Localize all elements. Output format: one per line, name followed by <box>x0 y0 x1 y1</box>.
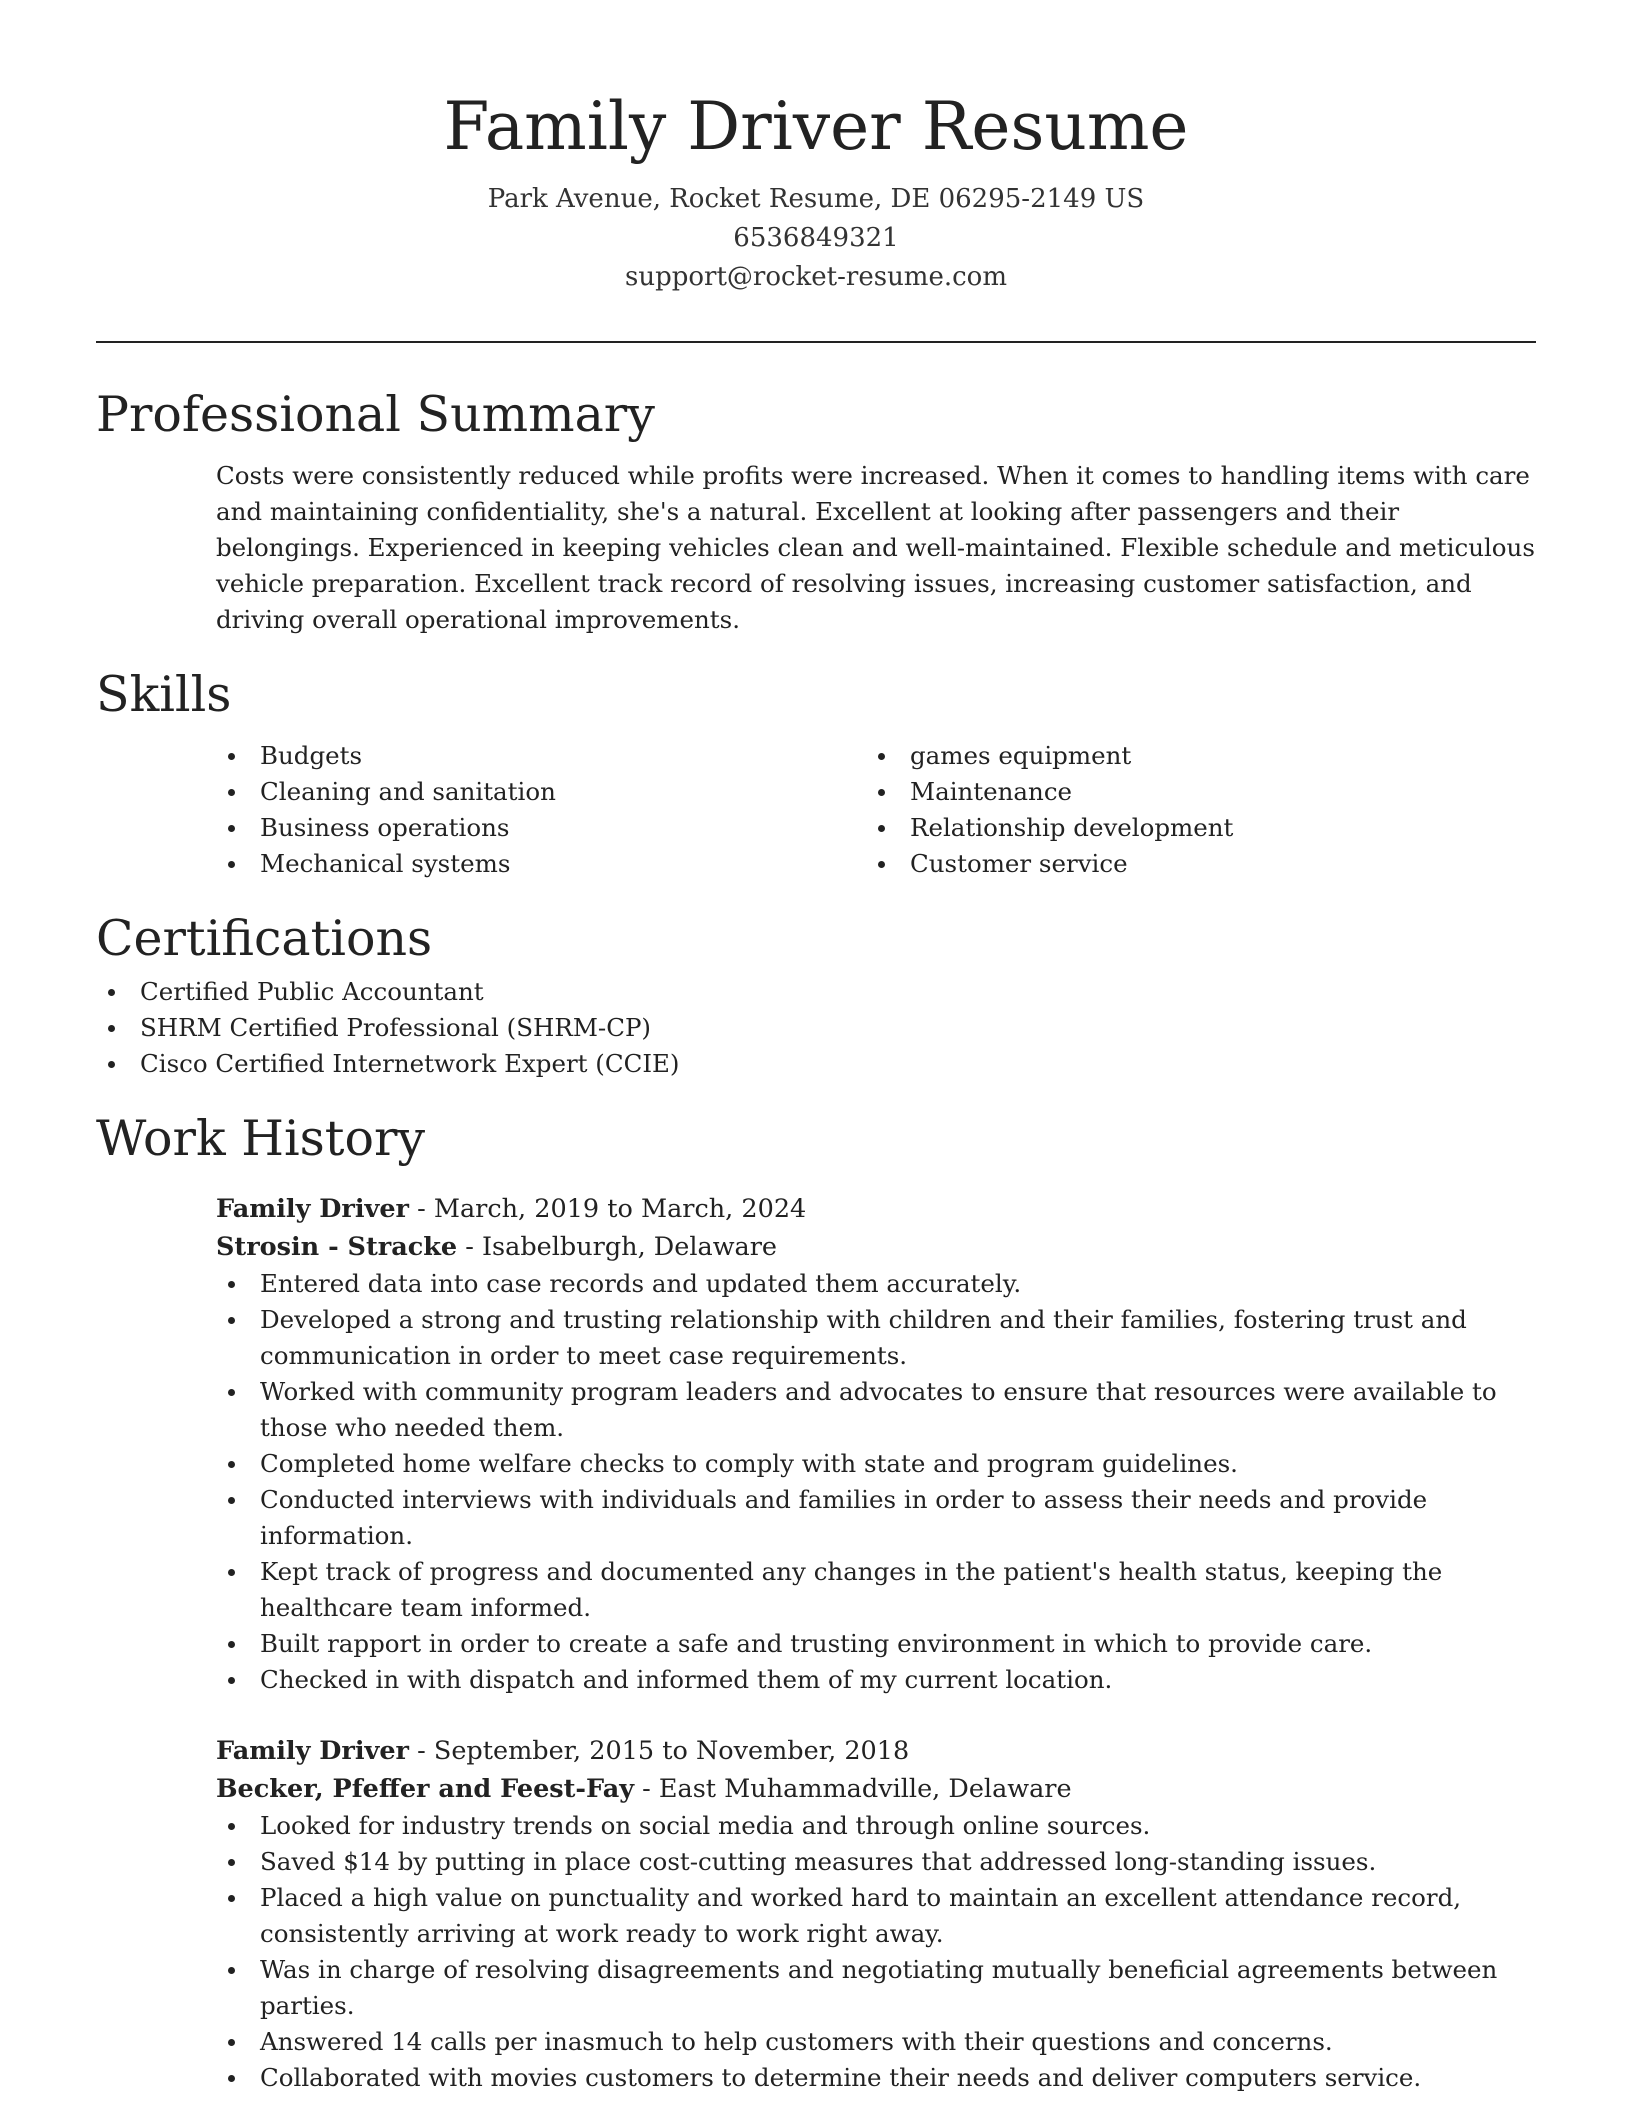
address: Park Avenue, Rocket Resume, DE 06295-2149 US <box>487 184 1145 214</box>
duty-item: Built rapport in order to create a safe and trusting environment in which to provide care. <box>216 1626 1536 1662</box>
job-dates: March, 2019 to March, 2024 <box>433 1194 807 1224</box>
job-duties <box>216 1808 1536 2096</box>
summary-heading: Professional Summary <box>96 386 655 443</box>
email-address: support@rocket-resume.com <box>624 262 1007 292</box>
resume-header <box>0 0 1632 297</box>
job-entry <box>216 1190 1536 1698</box>
certification-item: SHRM Certified Professional (SHRM-CP) <box>96 1010 1536 1046</box>
skills-section <box>96 660 1536 882</box>
job-entry <box>216 1732 1536 2096</box>
separator: - <box>417 1736 434 1766</box>
skill-item: games equipment <box>866 738 1516 774</box>
job-title-line <box>216 1732 1536 1770</box>
work-history-section <box>96 1104 1536 2096</box>
duty-item: Answered 14 calls per inasmuch to help customers with their questions and concerns. <box>216 2024 1536 2060</box>
separator: - <box>417 1194 434 1224</box>
duty-item: Entered data into case records and updated them accurately. <box>216 1266 1536 1302</box>
skill-item: Mechanical systems <box>216 846 866 882</box>
skills-heading: Skills <box>96 666 232 723</box>
duty-item: Was in charge of resolving disagreements and negotiating mutually beneficial agreements between parties. <box>216 1952 1536 2024</box>
skills-column-right <box>866 738 1516 882</box>
skill-item: Relationship development <box>866 810 1516 846</box>
certifications-section <box>96 904 1536 1082</box>
duty-item: Conducted interviews with individuals and families in order to assess their needs and provide information. <box>216 1482 1536 1554</box>
company-name: Strosin - Stracke <box>216 1232 458 1262</box>
job-title: Family Driver <box>216 1194 409 1224</box>
skills-list <box>216 738 1536 882</box>
duty-item: Worked with community program leaders and advocates to ensure that resources were available to those who needed them. <box>216 1374 1536 1446</box>
job-duties <box>216 1266 1536 1698</box>
duty-item: Saved $14 by putting in place cost-cutting measures that addressed long-standing issues. <box>216 1844 1536 1880</box>
summary-text: Costs were consistently reduced while profits were increased. When it comes to handling items with care and maintaining confidentiality, she's a natural. Excellent at looking after passengers and their belongings. Experienced in keeping vehicles clean and well-maintained. Flexible schedule and meticulous vehicle preparation. Excellent track record of resolving issues, increasing customer satisfaction, and driving overall operational improvements. <box>216 461 1535 634</box>
skill-item: Customer service <box>866 846 1516 882</box>
summary-section <box>96 380 1536 638</box>
certifications-heading: Certifications <box>96 910 433 967</box>
duty-item: Placed a high value on punctuality and worked hard to maintain an excellent attendance record, consistently arriving at work ready to work right away. <box>216 1880 1536 1952</box>
certification-item: Cisco Certified Internetwork Expert (CCIE) <box>96 1046 1536 1082</box>
duty-item: Checked in with dispatch and informed them of my current location. <box>216 1662 1536 1698</box>
certifications-list <box>96 974 1536 1082</box>
skill-item: Maintenance <box>866 774 1516 810</box>
work-history-heading: Work History <box>96 1110 426 1167</box>
duty-item: Kept track of progress and documented any changes in the patient's health status, keeping the healthcare team informed. <box>216 1554 1536 1626</box>
contact-info <box>0 180 1632 297</box>
skill-item: Business operations <box>216 810 866 846</box>
job-dates: September, 2015 to November, 2018 <box>433 1736 910 1766</box>
certification-item: Certified Public Accountant <box>96 974 1536 1010</box>
separator: - <box>642 1774 659 1804</box>
job-location: Isabelburgh, Delaware <box>481 1232 778 1262</box>
job-title: Family Driver <box>216 1736 409 1766</box>
job-title-line <box>216 1190 1536 1228</box>
separator: - <box>465 1232 482 1262</box>
company-name: Becker, Pfeffer and Feest-Fay <box>216 1774 635 1804</box>
duty-item: Developed a strong and trusting relationship with children and their families, fostering trust and communication in order to meet case requirements. <box>216 1302 1536 1374</box>
job-company-line <box>216 1770 1536 1808</box>
phone-number: 6536849321 <box>733 223 899 253</box>
skill-item: Cleaning and sanitation <box>216 774 866 810</box>
job-location: East Muhammadville, Delaware <box>658 1774 1072 1804</box>
duty-item: Looked for industry trends on social media and through online sources. <box>216 1808 1536 1844</box>
duty-item: Completed home welfare checks to comply with state and program guidelines. <box>216 1446 1536 1482</box>
job-company-line <box>216 1228 1536 1266</box>
skill-item: Budgets <box>216 738 866 774</box>
resume-body <box>96 380 1536 2096</box>
header-divider <box>96 341 1536 343</box>
resume-title: Family Driver Resume <box>443 88 1189 165</box>
duty-item: Collaborated with movies customers to determine their needs and deliver computers service. <box>216 2060 1536 2096</box>
skills-column-left <box>216 738 866 882</box>
